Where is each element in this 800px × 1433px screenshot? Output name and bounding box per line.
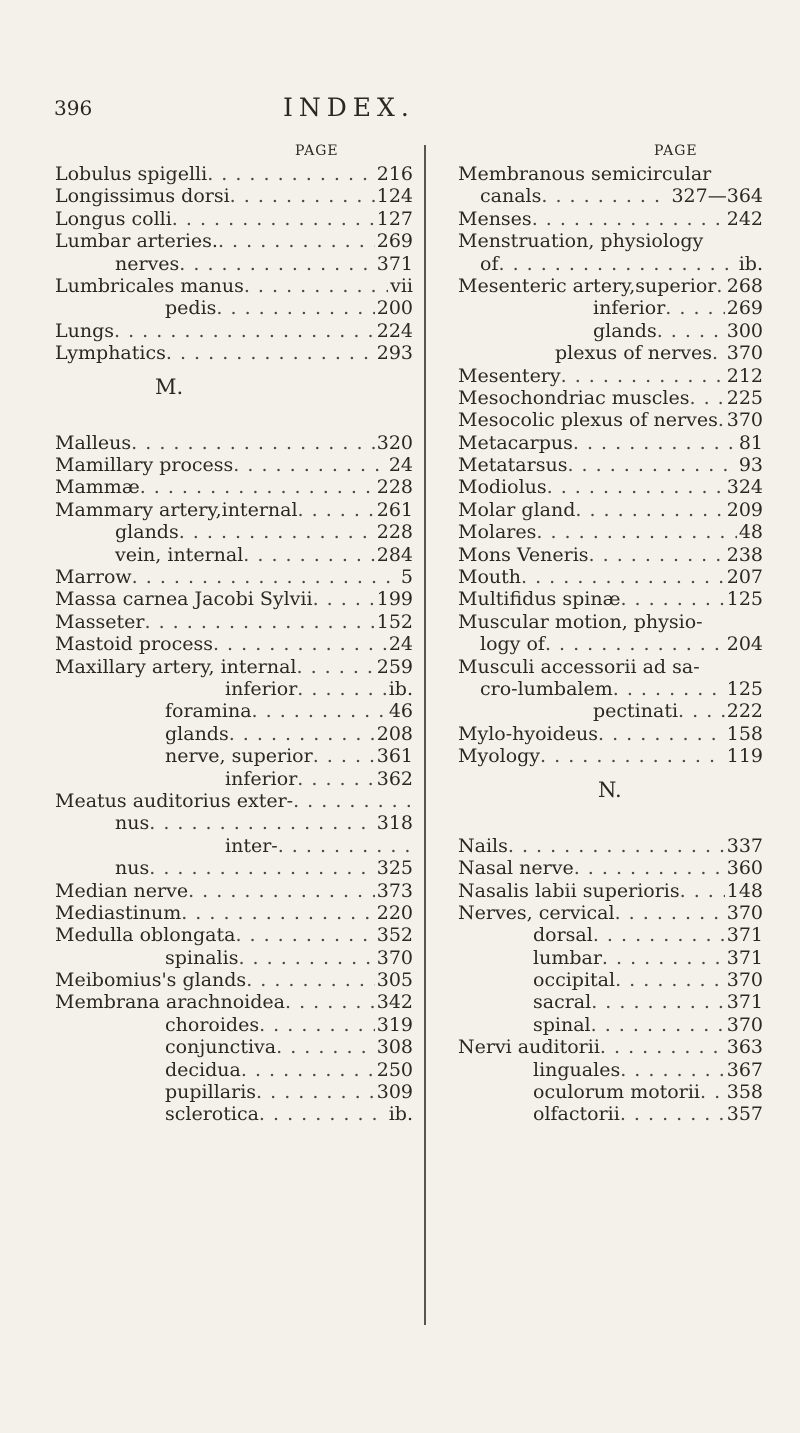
page-column-label: PAGE bbox=[295, 143, 339, 159]
index-subentry: lumbar . . . 371 bbox=[458, 947, 763, 969]
index-column-left bbox=[55, 143, 413, 1126]
index-entry: Mastoid process . . . 24 bbox=[55, 633, 413, 655]
index-subentry: sclerotica . . . ib. bbox=[55, 1103, 413, 1125]
section-letter: N. bbox=[598, 777, 622, 802]
index-subentry: conjunctiva . . . 308 bbox=[55, 1036, 413, 1058]
running-title: INDEX. bbox=[283, 93, 415, 122]
index-entry: Mons Veneris . . . 238 bbox=[458, 544, 763, 566]
index-subentry: inferior . . . 362 bbox=[55, 768, 413, 790]
index-entry: Mesochondriac muscles . . . 225 bbox=[458, 387, 763, 409]
index-subentry: nus . . . 318 bbox=[55, 812, 413, 834]
index-entry: Longissimus dorsi . . . 124 bbox=[55, 185, 413, 207]
index-subentry: inferior . . . ib. bbox=[55, 678, 413, 700]
index-entry: Modiolus . . . 324 bbox=[458, 476, 763, 498]
index-entry: Menses . . . 242 bbox=[458, 208, 763, 230]
index-entry: Mesocolic plexus of nerves . . . 370 bbox=[458, 409, 763, 431]
index-entry: Longus colli . . . 127 bbox=[55, 208, 413, 230]
index-entry: Lungs . . . 224 bbox=[55, 320, 413, 342]
index-subentry: foramina . . . 46 bbox=[55, 700, 413, 722]
index-subentry: pedis . . . 200 bbox=[55, 297, 413, 319]
index-entry: Menstruation, physiology bbox=[458, 230, 704, 253]
index-subentry: decidua . . . 250 bbox=[55, 1059, 413, 1081]
index-entry: Meatus auditorius exter- . . . bbox=[55, 790, 413, 812]
index-entry: Nerves, cervical . . . 370 bbox=[458, 902, 763, 924]
index-entry: Molares . . . 48 bbox=[458, 521, 763, 543]
index-entry: Mesenteric artery,superior . . . 268 bbox=[458, 275, 763, 297]
index-entry: Mylo-hyoideus . . . 158 bbox=[458, 723, 763, 745]
index-entry: Mammary artery,internal . . . 261 bbox=[55, 499, 413, 521]
index-entry: Mammæ . . . 228 bbox=[55, 476, 413, 498]
index-entry: Nails . . . 337 bbox=[458, 835, 763, 857]
index-subentry: glands . . . 208 bbox=[55, 723, 413, 745]
page-number: 396 bbox=[54, 96, 93, 120]
index-entry: Marrow . . . 5 bbox=[55, 566, 413, 588]
index-subentry: sacral . . . 371 bbox=[458, 991, 763, 1013]
index-column-right bbox=[458, 143, 763, 1126]
index-entry: Medulla oblongata . . . 352 bbox=[55, 924, 413, 946]
index-entry: Median nerve . . . 373 bbox=[55, 880, 413, 902]
index-subentry: oculorum motorii . . . 358 bbox=[458, 1081, 763, 1103]
index-entry: Lumbar arteries. . . . 269 bbox=[55, 230, 413, 252]
index-entry: Lymphatics . . . 293 bbox=[55, 342, 413, 364]
index-subentry: of . . . ib. bbox=[458, 253, 763, 275]
index-entry: Meibomius's glands . . . 305 bbox=[55, 969, 413, 991]
index-entry: Masseter . . . 152 bbox=[55, 611, 413, 633]
index-subentry: logy of . . . 204 bbox=[458, 633, 763, 655]
index-entry: Massa carnea Jacobi Sylvii . . . 199 bbox=[55, 588, 413, 610]
index-entry: Multifidus spinæ . . . 125 bbox=[458, 588, 763, 610]
index-subentry: choroides . . . 319 bbox=[55, 1014, 413, 1036]
index-subentry: vein, internal . . . 284 bbox=[55, 544, 413, 566]
index-subentry: pectinati . . . 222 bbox=[458, 700, 763, 722]
index-subentry: nus . . . 325 bbox=[55, 857, 413, 879]
index-subentry: glands . . . 228 bbox=[55, 521, 413, 543]
index-entry: Muscular motion, physio- bbox=[458, 610, 703, 633]
index-subentry: dorsal . . . 371 bbox=[458, 924, 763, 946]
index-subentry: plexus of nerves . . . 370 bbox=[458, 342, 763, 364]
index-entry: Nervi auditorii . . . 363 bbox=[458, 1036, 763, 1058]
column-divider bbox=[424, 145, 426, 1325]
index-entry: Molar gland . . . 209 bbox=[458, 499, 763, 521]
index-entry: Mesentery . . . 212 bbox=[458, 365, 763, 387]
index-subentry: inferior . . . 269 bbox=[458, 297, 763, 319]
spacer bbox=[458, 812, 763, 834]
index-entry: Malleus . . . 320 bbox=[55, 432, 413, 454]
index-entry: Lumbricales manus . . . vii bbox=[55, 275, 413, 297]
index-subentry: spinalis . . . 370 bbox=[55, 947, 413, 969]
index-entry: Mouth . . . 207 bbox=[458, 566, 763, 588]
page-column-label: PAGE bbox=[654, 143, 698, 159]
index-subentry: occipital . . . 370 bbox=[458, 969, 763, 991]
index-subentry: olfactorii . . . 357 bbox=[458, 1103, 763, 1125]
index-entry: Maxillary artery, internal . . . 259 bbox=[55, 656, 413, 678]
index-subentry: nerves . . . 371 bbox=[55, 253, 413, 275]
index-entry: Membranous semicircular bbox=[458, 163, 712, 185]
spacer bbox=[55, 409, 413, 431]
index-subentry: nerve, superior . . . 361 bbox=[55, 745, 413, 767]
index-entry: Membrana arachnoidea . . . 342 bbox=[55, 991, 413, 1013]
index-entry: Metacarpus . . . 81 bbox=[458, 432, 763, 454]
index-subentry: inter- . . . bbox=[55, 835, 413, 857]
section-letter: M. bbox=[155, 374, 184, 399]
index-entry: Lobulus spigelli . . . 216 bbox=[55, 163, 413, 185]
index-entry: Metatarsus . . . 93 bbox=[458, 454, 763, 476]
index-subentry: spinal . . . 370 bbox=[458, 1014, 763, 1036]
index-subentry: glands . . . 300 bbox=[458, 320, 763, 342]
index-subentry: canals . . . 327—364 bbox=[458, 185, 763, 207]
index-subentry: linguales . . . 367 bbox=[458, 1059, 763, 1081]
index-entry: Myology . . . 119 bbox=[458, 745, 763, 767]
index-subentry: cro-lumbalem . . . 125 bbox=[458, 678, 763, 700]
index-entry: Mamillary process . . . 24 bbox=[55, 454, 413, 476]
index-entry: Nasal nerve . . . 360 bbox=[458, 857, 763, 879]
index-entry: Mediastinum . . . 220 bbox=[55, 902, 413, 924]
index-subentry: pupillaris . . . 309 bbox=[55, 1081, 413, 1103]
index-entry: Nasalis labii superioris . . . 148 bbox=[458, 880, 763, 902]
index-entry: Musculi accessorii ad sa- bbox=[458, 655, 700, 678]
